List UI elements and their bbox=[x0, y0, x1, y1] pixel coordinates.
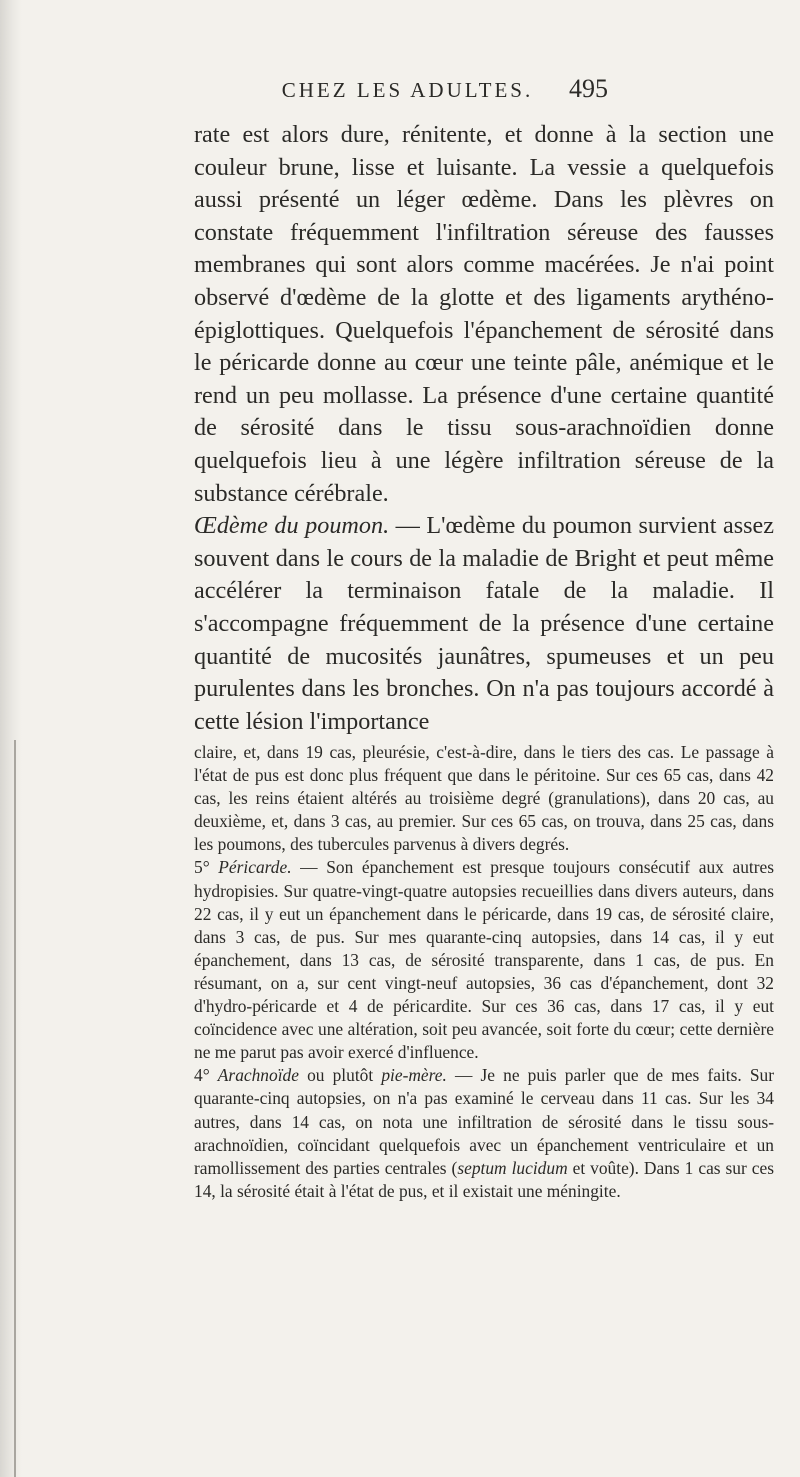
footnote-latin-term: septum lucidum bbox=[457, 1157, 568, 1178]
footnote-continuation: claire, et, dans 19 cas, pleurésie, c'est-à-dire, dans le tiers des cas. Le passage à l'état de pus est donc plus fréquent que dans le péritoine. Sur ces 65 cas, dans 42 cas, les reins étaient altérés au troisième degré (granulations), dans 20 cas, au deuxième, et, dans 3 cas, au premier. Sur ces 65 cas, on trouva, dans 25 cas, dans les poumons, des tubercules parvenus à divers degrés. bbox=[194, 742, 774, 855]
page-number: 495 bbox=[569, 74, 608, 103]
main-text bbox=[194, 119, 774, 738]
footnote-arachnoide-text-a: — Je ne puis parler que de mes faits. Sur quarante-cinq autopsies, on n'a pas examiné le cerveau dans 11 cas. Sur les 34 autres, dans 14 cas, on nota une infiltration de sérosité dans le tissu sous-arachnoïdien, coïncidant quelquefois avec un épanchement ventriculaire et un ramollissement des parties centrales ( bbox=[194, 1065, 775, 1178]
body-paragraph-1: rate est alors dure, rénitente, et donne à la section une couleur brune, lisse et luisante. La vessie a quelquefois aussi présenté un léger œdème. Dans les plèvres on constate fréquemment l'infiltration séreuse des fausses membranes qui sont alors comme macérées. Je n'ai point observé d'œdème de la glotte et des ligaments arythéno-épiglottiques. Quelquefois l'épanchement de sérosité dans le péricarde donne au cœur une teinte pâle, anémique et le rend un peu mollasse. La présence d'une certaine quantité de sérosité dans le tissu sous-arachnoïdien donne quelquefois lieu à une légère infiltration séreuse de la substance cérébrale. bbox=[194, 121, 774, 507]
running-title: CHEZ LES ADULTES. bbox=[281, 78, 534, 102]
footnotes bbox=[194, 741, 774, 1203]
footnote-pericarde-label: 5° bbox=[194, 857, 219, 878]
footnote-arachnoide-label: 4° bbox=[194, 1065, 218, 1086]
footnote-pericarde-title: Péricarde. bbox=[218, 857, 292, 878]
footnote-arachnoide-mid: ou plutôt bbox=[298, 1065, 382, 1086]
page-edge-shadow bbox=[0, 0, 22, 1477]
body-paragraph-2 bbox=[194, 510, 774, 738]
footnote-piemere-title: pie-mère. bbox=[381, 1065, 447, 1086]
footnote-pericarde-text: — Son épanchement est presque toujours consécutif aux autres hydropisies. Sur quatre-vingt-quatre autopsies recueillies dans divers auteurs, dans 22 cas, il y eut un épanchement dans le péricarde, dans 19 cas, de sérosité claire, dans 3 cas, de pus. Sur mes quarante-cinq autopsies, dans 14 cas, il y eut épanchement, dans 13 cas, de sérosité transparente, dans 1 cas, de pus. En résumant, on a, sur cent vingt-neuf autopsies, 36 cas d'épanchement, dont 32 d'hydro-péricarde et 4 de péricardite. Sur ces 36 cas, dans 17 cas, il y eut coïncidence avec une altération, soit peu avancée, soit forte du cœur; cette dernière ne me parut pas avoir exercé d'influence. bbox=[194, 857, 774, 1063]
footnote-arachnoide bbox=[194, 1064, 774, 1203]
body-paragraph-2-text: — L'œdème du poumon survient assez souvent dans le cours de la maladie de Bright et peut même accélérer la terminaison fatale de la maladie. Il s'accompagne fréquemment de la présence d'une certaine quantité de mucosités jaunâtres, spumeuses et un peu purulentes dans les bronches. On n'a pas toujours accordé à cette lésion l'importance bbox=[194, 512, 774, 735]
footnote-arachnoide-text-b: et voûte). Dans 1 cas sur ces 14, la sérosité était à l'état de pus, et il existait une méningite. bbox=[194, 1157, 774, 1201]
footnote-pericarde bbox=[194, 856, 774, 1064]
page-edge-line bbox=[14, 740, 16, 1477]
section-title-oedeme-poumon: Œdème du poumon. bbox=[194, 512, 390, 540]
footnote-arachnoide-title: Arachnoïde bbox=[217, 1065, 299, 1086]
